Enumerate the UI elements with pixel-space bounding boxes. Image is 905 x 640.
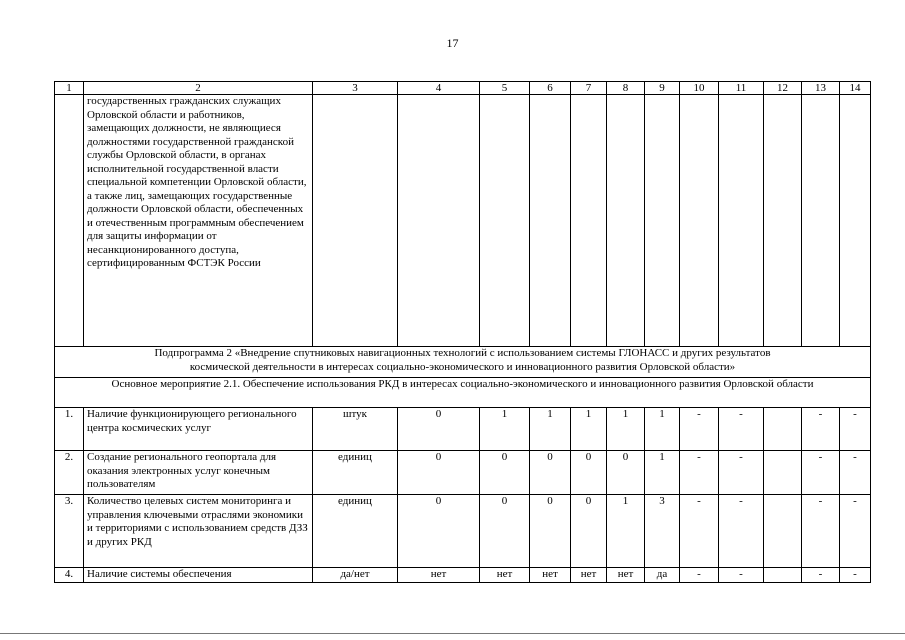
value-cell: -: [840, 568, 871, 583]
value-cell: [764, 408, 802, 451]
value-cell: нет: [398, 568, 480, 583]
value-cell: 0: [398, 495, 480, 568]
value-cell: 1: [571, 408, 607, 451]
unit-cell: единиц: [313, 495, 398, 568]
value-cell: [571, 95, 607, 347]
value-cell: 1: [530, 408, 571, 451]
header-cell: 8: [607, 82, 645, 95]
row-number: 1.: [55, 408, 84, 451]
main-activity-row: [55, 378, 871, 408]
indicator-name: Количество целевых систем мониторинга и управления ключевыми отраслями экономики и территориями с использованием средств ДЗЗ и других РКД: [84, 495, 313, 568]
row-number: [55, 95, 84, 347]
table-row: [55, 408, 871, 451]
value-cell: нет: [607, 568, 645, 583]
value-cell: [480, 95, 530, 347]
value-cell: 3: [645, 495, 680, 568]
value-cell: -: [680, 451, 719, 495]
value-cell: 0: [571, 495, 607, 568]
row-number: 2.: [55, 451, 84, 495]
value-cell: -: [719, 451, 764, 495]
indicator-name: Наличие системы обеспечения: [84, 568, 313, 583]
value-cell: -: [840, 495, 871, 568]
header-cell: 7: [571, 82, 607, 95]
value-cell: -: [802, 495, 840, 568]
value-cell: -: [802, 408, 840, 451]
value-cell: 0: [571, 451, 607, 495]
header-cell: 11: [719, 82, 764, 95]
header-cell: 10: [680, 82, 719, 95]
row-number: 4.: [55, 568, 84, 583]
indicator-table: [54, 81, 871, 583]
row-number: 3.: [55, 495, 84, 568]
table-row: [55, 568, 871, 583]
value-cell: [398, 95, 480, 347]
value-cell: -: [802, 568, 840, 583]
unit-cell: [313, 95, 398, 347]
value-cell: -: [680, 408, 719, 451]
value-cell: [764, 451, 802, 495]
value-cell: -: [719, 408, 764, 451]
value-cell: 0: [480, 495, 530, 568]
header-cell: 3: [313, 82, 398, 95]
value-cell: нет: [480, 568, 530, 583]
value-cell: [802, 95, 840, 347]
value-cell: 0: [530, 451, 571, 495]
unit-cell: единиц: [313, 451, 398, 495]
unit-cell: да/нет: [313, 568, 398, 583]
value-cell: -: [719, 568, 764, 583]
table-row: [55, 451, 871, 495]
header-cell: 12: [764, 82, 802, 95]
value-cell: [764, 568, 802, 583]
value-cell: 1: [645, 451, 680, 495]
page-number: 17: [446, 36, 459, 50]
value-cell: [530, 95, 571, 347]
value-cell: 0: [480, 451, 530, 495]
subprogram-title: Подпрограмма 2 «Внедрение спутниковых навигационных технологий с использованием системы ГЛОНАСС и других результатов космической деятельности в интересах социально-экономического и инновационного развития Орловской области»: [55, 347, 871, 378]
value-cell: [680, 95, 719, 347]
value-cell: нет: [571, 568, 607, 583]
value-cell: -: [719, 495, 764, 568]
value-cell: [645, 95, 680, 347]
main-activity-title: Основное мероприятие 2.1. Обеспечение использования РКД в интересах социально-экономического и инновационного развития Орловской области: [55, 378, 871, 408]
unit-cell: штук: [313, 408, 398, 451]
value-cell: 1: [607, 495, 645, 568]
value-cell: 1: [607, 408, 645, 451]
value-cell: [719, 95, 764, 347]
indicator-name: Наличие функционирующего регионального центра космических услуг: [84, 408, 313, 451]
header-cell: 9: [645, 82, 680, 95]
value-cell: [764, 495, 802, 568]
value-cell: [764, 95, 802, 347]
value-cell: 0: [530, 495, 571, 568]
value-cell: -: [802, 451, 840, 495]
header-cell: 2: [84, 82, 313, 95]
table-row: [55, 495, 871, 568]
value-cell: да: [645, 568, 680, 583]
indicator-name: Создание регионального геопортала для оказания электронных услуг конечным пользователям: [84, 451, 313, 495]
header-cell: 5: [480, 82, 530, 95]
value-cell: -: [680, 568, 719, 583]
header-cell: 1: [55, 82, 84, 95]
table-row: [55, 95, 871, 347]
header-cell: 14: [840, 82, 871, 95]
header-row: [55, 82, 871, 95]
value-cell: -: [840, 451, 871, 495]
header-cell: 13: [802, 82, 840, 95]
value-cell: -: [840, 408, 871, 451]
value-cell: 1: [645, 408, 680, 451]
header-cell: 6: [530, 82, 571, 95]
value-cell: 0: [398, 451, 480, 495]
value-cell: [840, 95, 871, 347]
value-cell: -: [680, 495, 719, 568]
value-cell: 0: [607, 451, 645, 495]
value-cell: нет: [530, 568, 571, 583]
value-cell: [607, 95, 645, 347]
scan-edge-line: [0, 633, 905, 634]
value-cell: 0: [398, 408, 480, 451]
indicator-name: государственных гражданских служащих Орловской области и работников, замещающих должности, не являющиеся должностями государственной гражданской службы Орловской области, в органах исполнительной государственной власти специальной компетенции Орловской области, а также лиц, замещающих государственные должности Орловской области, обеспеченных и отечественным программным обеспечением для защиты информации от несанкционированного доступа, сертифицированным ФСТЭК России: [84, 95, 313, 347]
subprogram-row: [55, 347, 871, 378]
value-cell: 1: [480, 408, 530, 451]
header-cell: 4: [398, 82, 480, 95]
